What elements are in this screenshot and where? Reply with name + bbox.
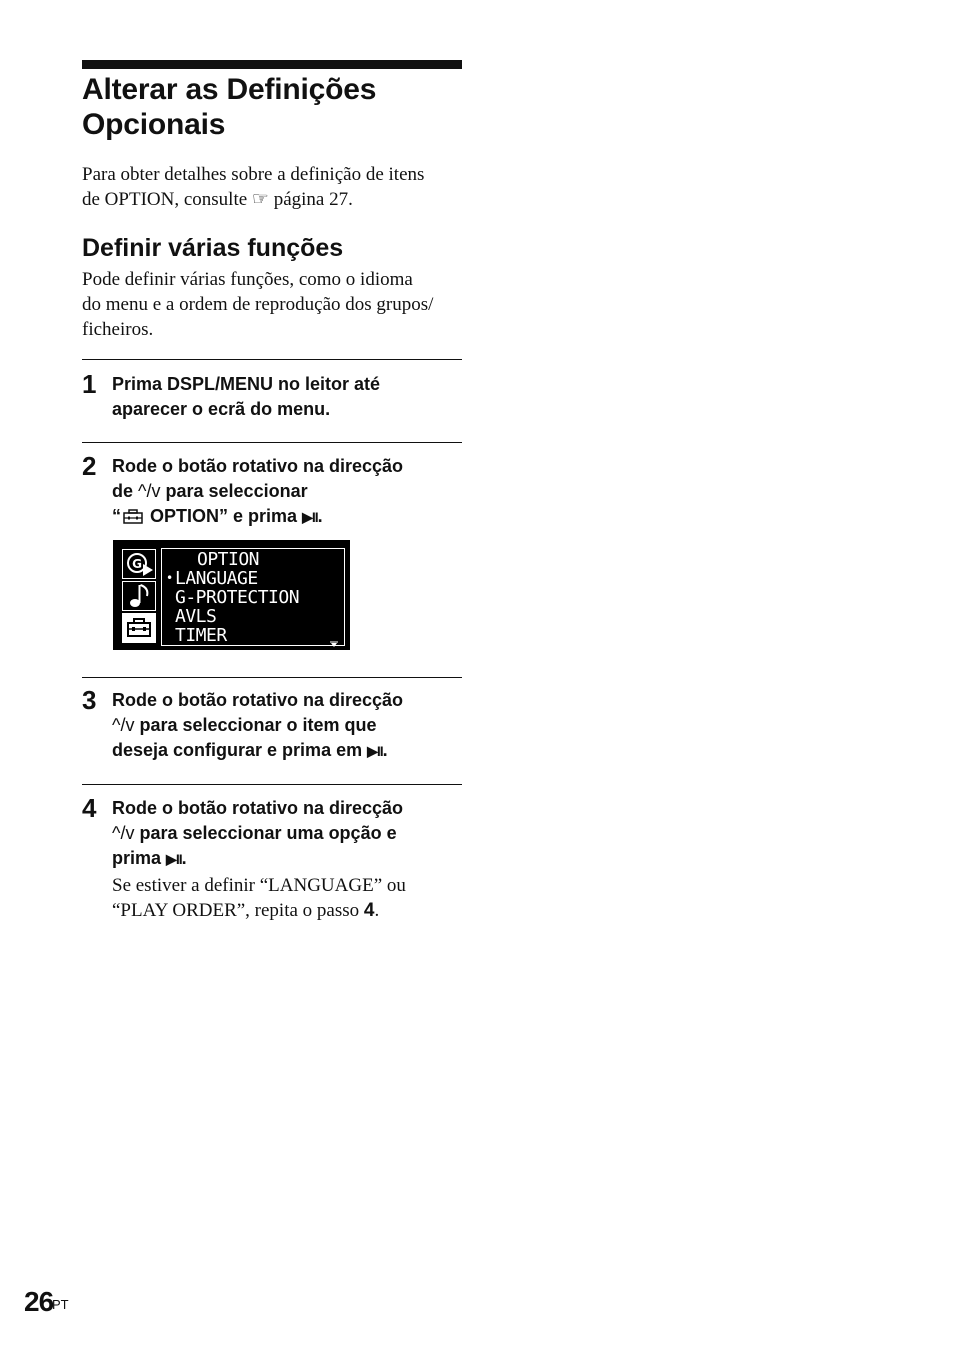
lcd-menu-icons [122,549,158,645]
up-down-arrows-icon: ^/v [112,823,135,843]
page-title-line1: Alterar as Definições [82,73,377,106]
step-line: aparecer o ecrã do menu. [112,399,331,419]
step-number: 4 [82,793,97,823]
step-line: Rode o botão rotativo na direcção [112,798,404,818]
divider [82,784,462,785]
lcd-item-avls: AVLS [175,606,217,627]
intro-line2-before: de OPTION, consulte [82,189,248,210]
page-title-line2: Opcionais [82,108,226,141]
step-line: para seleccionar uma opção e [139,823,397,843]
section-line2: do menu e a ordem de reprodução dos grupos/ [82,294,434,315]
lcd-item-g-protection: G-PROTECTION [175,587,300,608]
step-text [112,372,462,422]
page-language: PT [52,1297,69,1312]
section-description [82,267,462,342]
step-line: prima [112,848,162,868]
lcd-header: OPTION [197,549,260,570]
step-line: Rode o botão rotativo na direcção [112,456,404,476]
lcd-item-language: LANGUAGE [175,568,258,589]
divider [82,442,462,443]
play-pause-icon: ▶II [302,509,318,525]
step-note [112,873,462,923]
svg-text:G: G [132,557,142,571]
step-text [112,688,462,764]
step-text [112,796,462,872]
step-number: 2 [82,451,97,481]
step-line: de [112,481,134,501]
step-number: 3 [82,685,97,715]
step-line: para seleccionar [165,481,308,501]
lcd-music-icon [122,581,156,611]
note-line: Se estiver a definir “LANGUAGE” ou [112,875,406,896]
step-line: Rode o botão rotativo na direcção [112,690,404,710]
step-line: deseja configurar e prima em [112,740,363,760]
section-line1: Pode definir várias funções, como o idioma [82,269,413,290]
note-line: “PLAY ORDER”, repita o passo [112,900,360,921]
step-text [112,454,462,531]
section-title: Definir várias funções [82,234,344,262]
period: . [382,740,388,760]
period: . [374,900,380,921]
play-pause-icon: ▶II [367,743,383,759]
divider [82,677,462,678]
lcd-option-screen [113,540,350,650]
period: . [317,506,323,526]
divider [82,359,462,360]
lcd-option-icon [122,613,156,643]
open-quote: “ [112,506,121,526]
play-pause-icon: ▶II [166,851,182,867]
pointing-hand-icon: ☞ [251,189,269,210]
step-line: OPTION” e prima [150,506,298,526]
lcd-item-timer: TIMER [175,625,227,646]
lcd-playback-icon [122,549,156,579]
title-bar [82,60,462,69]
lcd-menu-list [161,548,345,646]
up-down-arrows-icon: ^/v [138,481,161,501]
page-number: 26 [24,1286,54,1317]
intro-paragraph [82,162,462,212]
period: . [181,848,187,868]
intro-line1: Para obter detalhes sobre a definição de itens [82,164,425,185]
step-number: 1 [82,369,97,399]
scroll-down-icon [330,634,338,640]
toolbox-icon [123,506,143,531]
section-line3: ficheiros. [82,319,154,340]
up-down-arrows-icon: ^/v [112,715,135,735]
step-line: Prima DSPL/MENU no leitor até [112,374,381,394]
page-title [82,72,462,142]
lcd-cursor: • [166,571,173,585]
intro-line2-after: página 27. [273,189,353,210]
step-line: para seleccionar o item que [139,715,377,735]
step-reference: 4 [363,900,375,921]
